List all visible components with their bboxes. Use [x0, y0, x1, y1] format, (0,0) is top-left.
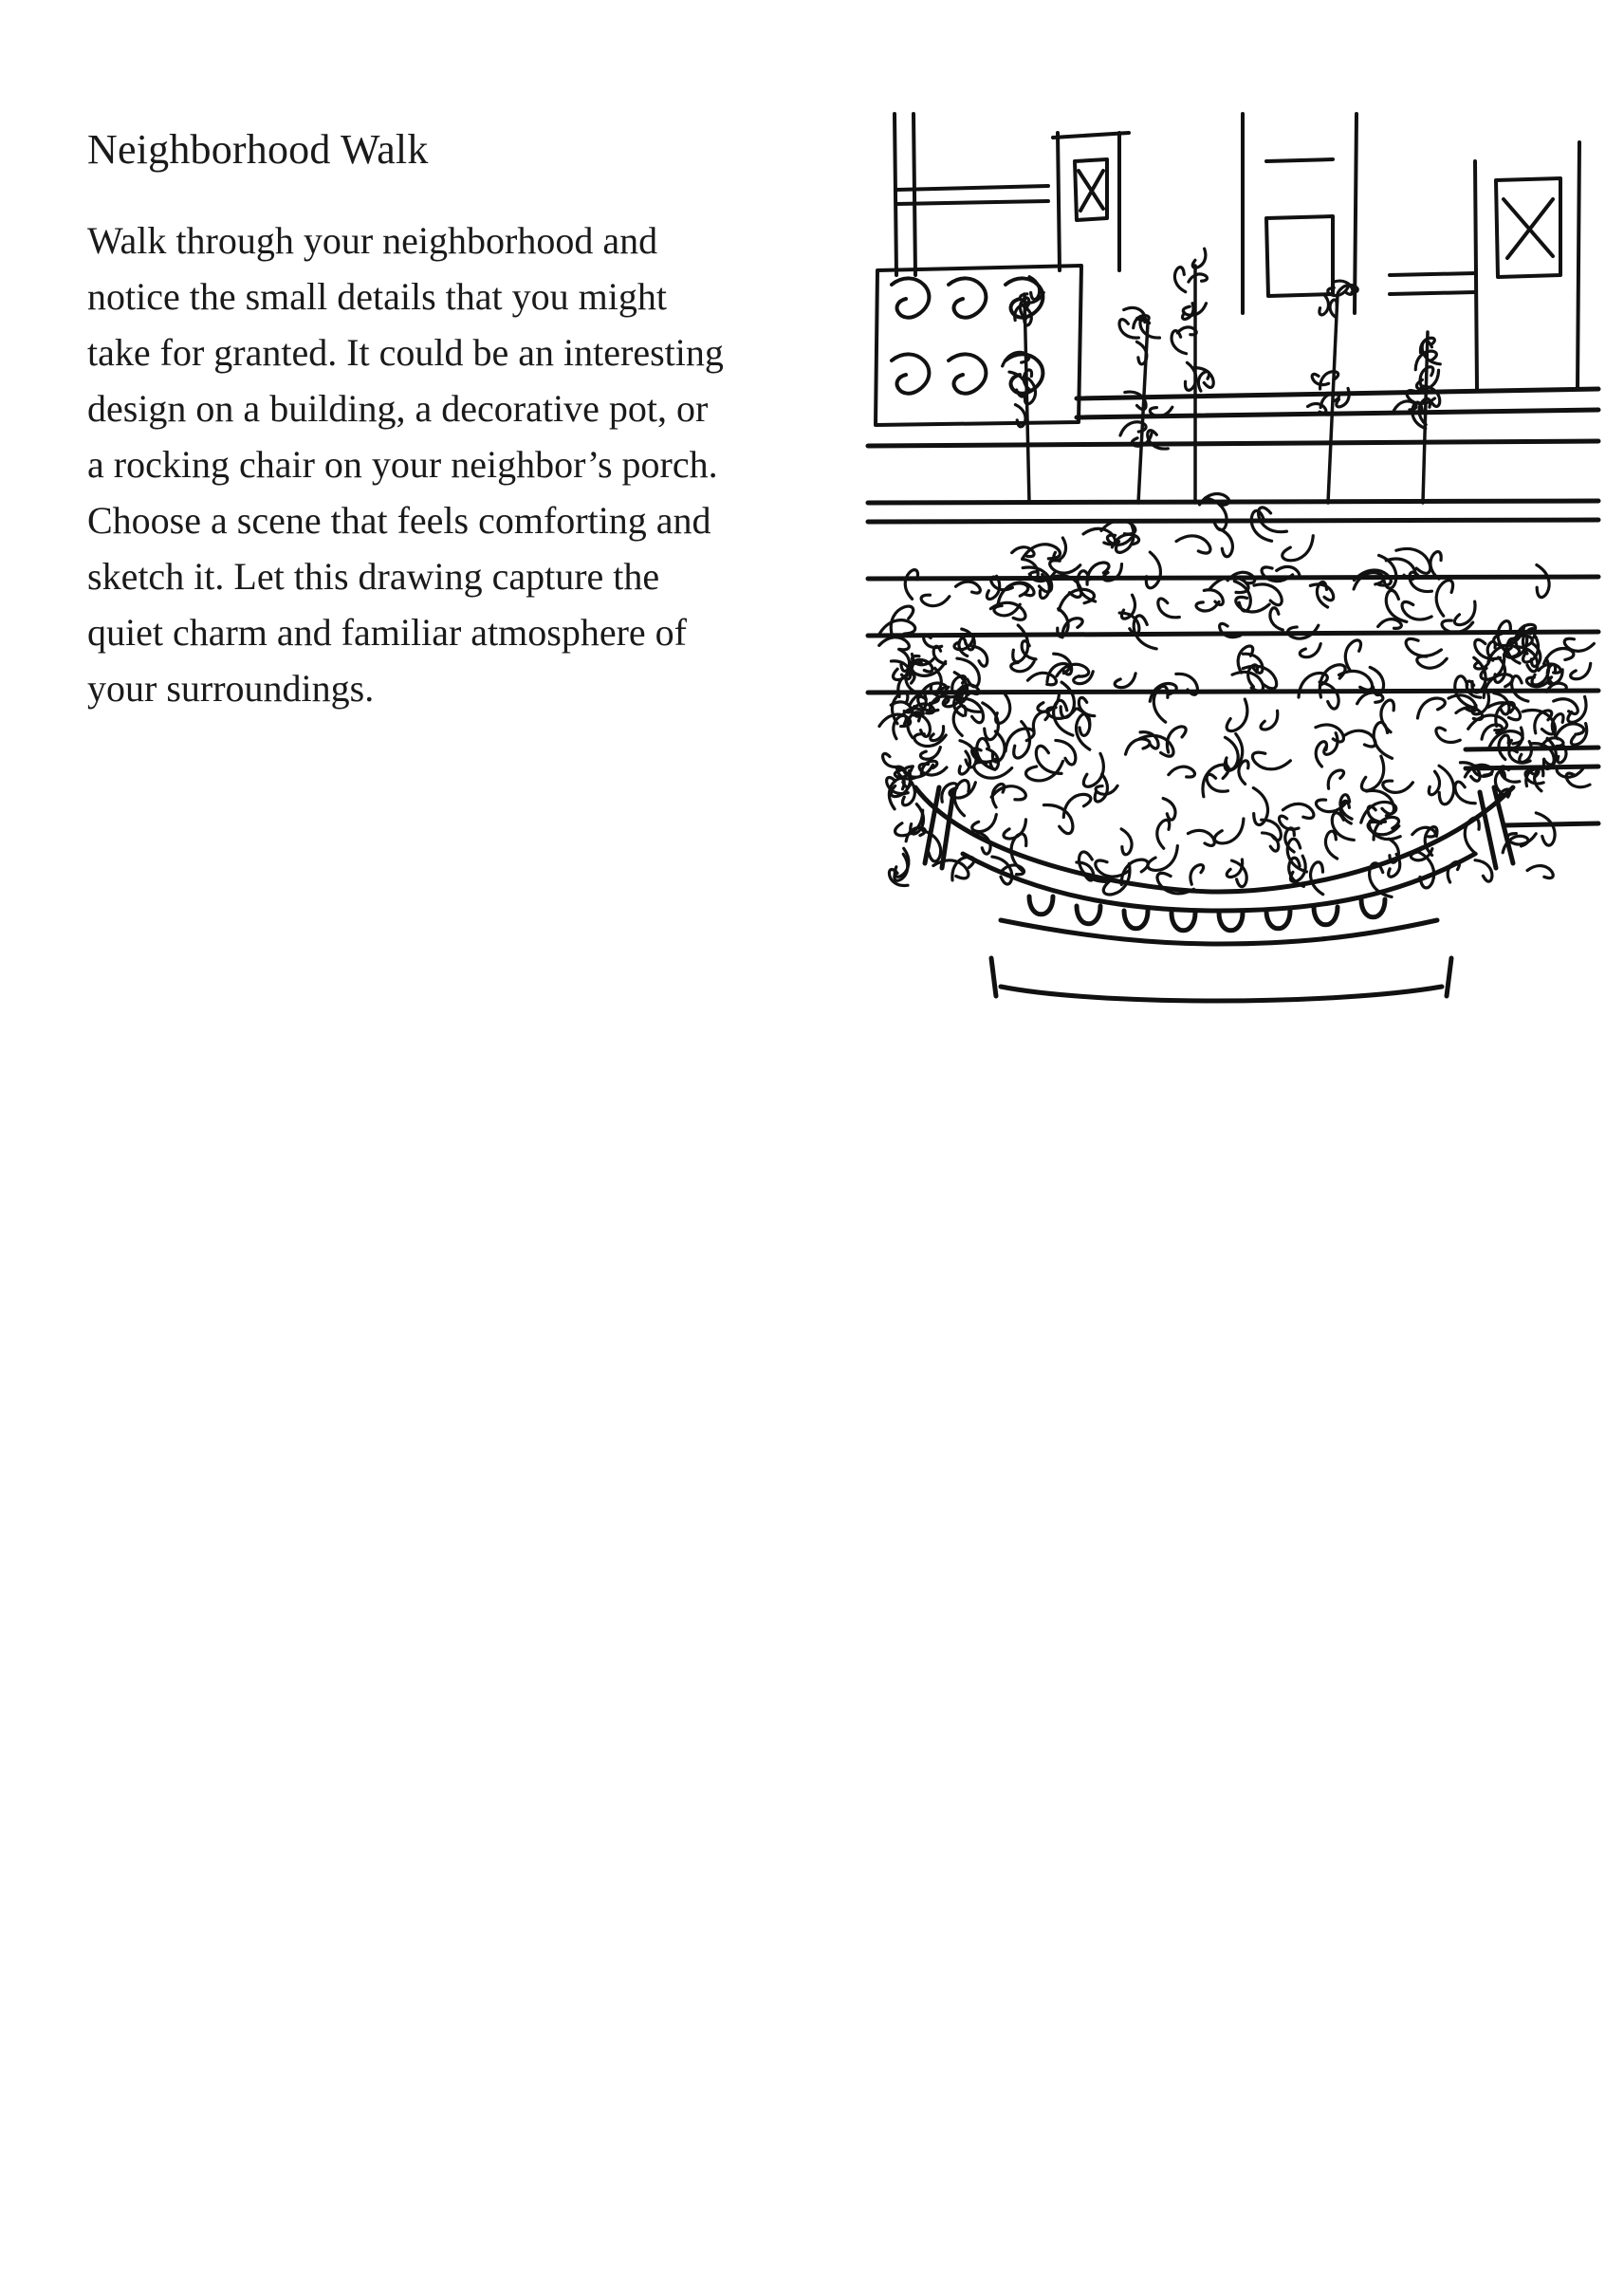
body-line: Walk through your neighborhood and	[87, 219, 658, 262]
page-title: Neighborhood Walk	[87, 126, 429, 173]
body-line: a rocking chair on your neighbor’s porch.	[87, 443, 718, 486]
body-line: Choose a scene that feels comforting and	[87, 499, 711, 542]
body-line: your surroundings.	[87, 667, 375, 710]
body-paragraph	[87, 213, 846, 716]
text-column	[87, 123, 846, 716]
body-line: take for granted. It could be an interesting	[87, 331, 724, 374]
body-line: notice the small details that you might	[87, 275, 667, 318]
body-line: quiet charm and familiar atmosphere of	[87, 611, 687, 654]
body-line: sketch it. Let this drawing capture the	[87, 555, 660, 598]
body-line: design on a building, a decorative pot, or	[87, 387, 709, 430]
porch-planter-sketch-icon	[858, 104, 1617, 1006]
